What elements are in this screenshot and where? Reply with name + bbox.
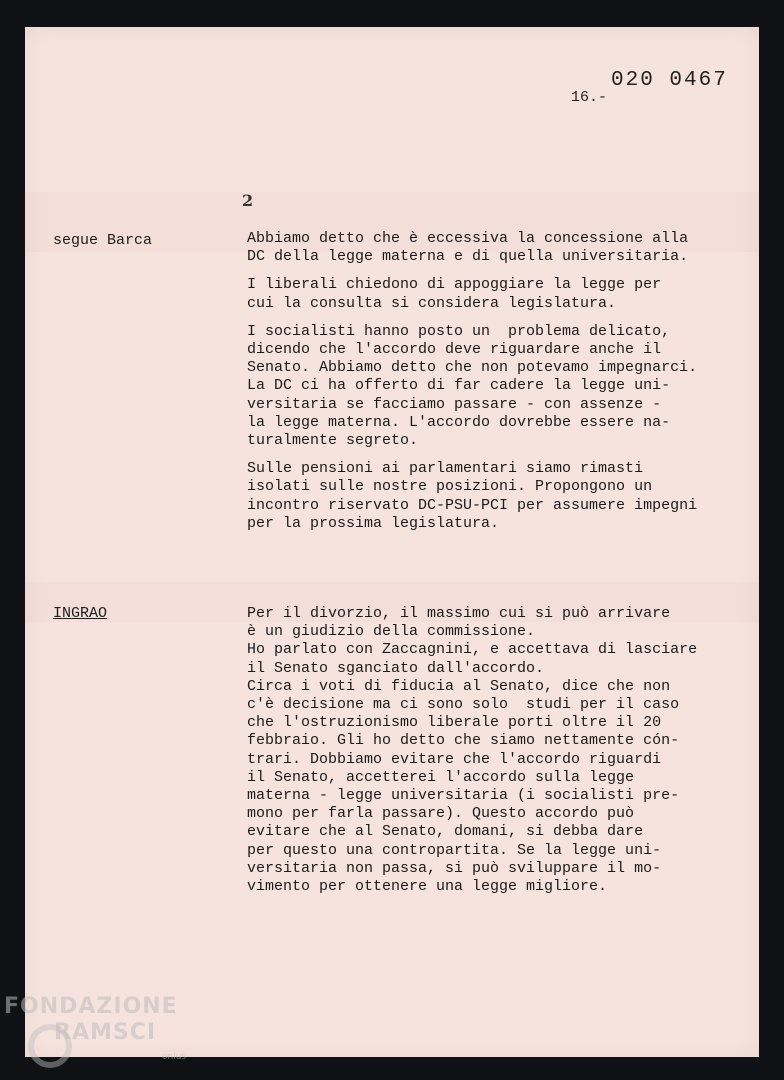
- paragraph: I liberali chiedono di appoggiare la legge per cui la consulta si considera legislatura.: [247, 276, 662, 312]
- paragraph: Sulle pensioni ai parlamentari siamo rimasti isolati sulle nostre posizioni. Propongono un incontro riservato DC-PSU-PCI per assumere impegni per la prossima legislatura.: [247, 460, 698, 532]
- speech-block-ingrao: [247, 605, 747, 896]
- paragraph: Per il divorzio, il massimo cui si può arrivare è un giudizio della commissione. Ho parlato con Zaccagnini, e accettava di lasciare il Senato sganciato dall'accordo. Circa i voti di fiducia al Senato, dice che non c'è decisione ma ci sono solo studi per il caso che l'ostruzionismo liberale porti oltre il 20 febbraio. Gli ho detto che siamo nettamente cón- trari. Dobbiamo evitare che l'accordo riguardi il Senato, accetterei l'accordo sulla legge materna - legge universitaria (i socialisti pre- mono per farla passare). Questo accordo può evitare che al Senato, domani, si debba dare per questo una contropartita. Se la legge uni- versitaria non passa, si può sviluppare il mo- vimento per ottenere una legge migliore.: [247, 605, 698, 896]
- watermark-line1: FONDAZIONE: [4, 994, 178, 1019]
- paragraph: Abbiamo detto che è eccessiva la concessione alla DC della legge materna e di quella universitaria.: [247, 230, 689, 266]
- watermark-line2: RAMSCI: [54, 1020, 157, 1045]
- watermark-logo: [4, 994, 178, 1046]
- archive-stamp-number: 020 0467: [611, 69, 728, 92]
- speaker-label-ingrao: INGRAO: [53, 605, 108, 622]
- page-number: 16.-: [571, 89, 608, 106]
- speaker-label-barca: segue Barca: [53, 232, 153, 249]
- speech-block-barca: [247, 230, 747, 543]
- handwritten-mark: 2: [242, 191, 254, 210]
- document-page: [25, 27, 759, 1057]
- paragraph: I socialisti hanno posto un problema delicato, dicendo che l'accordo deve riguardare anche il Senato. Abbiamo detto che non potevamo impegnarci. La DC ci ha offerto di far cadere la legge uni- versitaria se facciamo passare - con assenze - la legge materna. L'accordo dovrebbe essere na- turalmente segreto.: [247, 322, 698, 450]
- watermark-onlus: onlus: [162, 1052, 187, 1062]
